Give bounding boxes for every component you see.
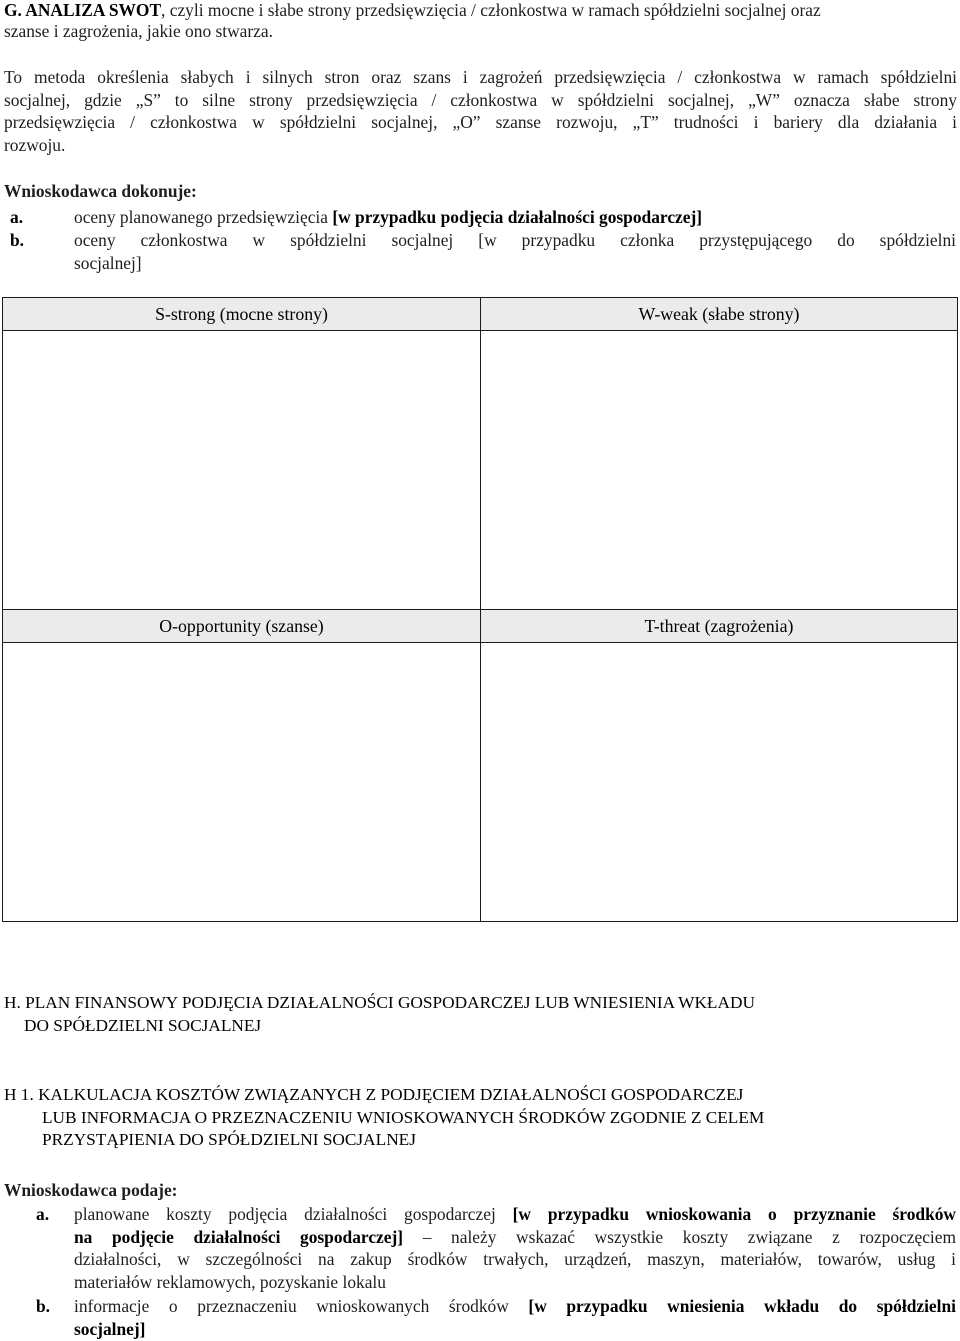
section-g-title: G. ANALIZA SWOT bbox=[4, 0, 162, 20]
section-h1-heading-line: LUB INFORMACJA O PRZEZNACZENIU WNIOSKOWANYCH ŚRODKÓW ZGODNIE Z CELEM bbox=[42, 1107, 765, 1127]
weaknesses-header: W-weak (słabe strony) bbox=[480, 297, 958, 331]
opportunities-cell[interactable] bbox=[2, 642, 481, 922]
h1-list-item-a-line: działalności, w szczególności na zakup środków trwałych, urządzeń, maszyn, materiałów, towarów, usług i bbox=[74, 1249, 956, 1269]
list-item-b-label: b. bbox=[10, 230, 25, 250]
section-g-heading-line2: szanse i zagrożenia, jakie ono stwarza. bbox=[4, 21, 273, 41]
list-item-a-label: a. bbox=[10, 207, 24, 227]
section-h-heading-line: H. PLAN FINANSOWY PODJĘCIA DZIAŁALNOŚCI GOSPODARCZEJ LUB WNIESIENIA WKŁADU bbox=[4, 993, 755, 1012]
list-item-a-bold: [w przypadku podjęcia działalności gospodarczej] bbox=[332, 207, 703, 227]
h1-item-a-bold: na podjęcie działalności gospodarczej] bbox=[74, 1226, 404, 1247]
h1-list-item-b-label: b. bbox=[36, 1296, 51, 1316]
section-h1-heading-line: H 1. KALKULACJA KOSZTÓW ZWIĄZANYCH Z PODJĘCIEM DZIAŁALNOŚCI GOSPODARCZEJ bbox=[4, 1085, 744, 1104]
list-item-a-text: oceny planowanego przedsięwzięcia bbox=[74, 207, 328, 227]
h1-list-item-b-line: socjalnej] bbox=[74, 1318, 146, 1339]
h1-item-a-bold: [w przypadku wnioskowania o przyznanie środków bbox=[512, 1204, 956, 1224]
h1-list-item-a bbox=[10, 1203, 956, 1293]
intro-line: To metoda określenia słabych i silnych stron oraz szans i zagrożeń przedsięwzięcia / członkostwa w ramach spółdzielni bbox=[4, 67, 957, 87]
threats-header: T-threat (zagrożenia) bbox=[480, 609, 958, 643]
h1-item-b-bold: [w przypadku wniesienia wkładu do spółdzielni bbox=[528, 1296, 956, 1316]
h1-list-item-a-line bbox=[74, 1226, 956, 1249]
threats-cell[interactable] bbox=[480, 642, 958, 922]
section-g-title-rest: , czyli mocne i słabe strony przedsięwzięcia / członkostwa w ramach spółdzielni socjalnej oraz bbox=[161, 0, 821, 20]
h1-list-item-a-label: a. bbox=[36, 1204, 50, 1224]
strengths-header: S-strong (mocne strony) bbox=[2, 297, 481, 331]
section-h1-heading-line: PRZYSTĄPIENIA DO SPÓŁDZIELNI SOCJALNEJ bbox=[42, 1130, 416, 1149]
section-g-heading bbox=[4, 0, 960, 21]
list-item-b bbox=[10, 229, 956, 274]
opportunities-header: O-opportunity (szanse) bbox=[2, 609, 481, 643]
section-h-heading-line: DO SPÓŁDZIELNI SOCJALNEJ bbox=[24, 1015, 262, 1035]
section-h1-heading bbox=[4, 1084, 764, 1152]
weaknesses-cell[interactable] bbox=[480, 330, 958, 610]
applicant-performs-label: Wnioskodawca dokonuje: bbox=[4, 181, 197, 201]
h1-list-item-b bbox=[10, 1295, 956, 1340]
h1-list-item-a-line: materiałów reklamowych, pozyskanie lokalu bbox=[74, 1271, 386, 1292]
swot-intro-paragraph bbox=[4, 66, 957, 156]
list-item-b-line: oceny członkostwa w spółdzielni socjalnej [w przypadku członka przystępującego do spółdzielni bbox=[74, 230, 956, 250]
h1-list-item-b-line bbox=[74, 1295, 956, 1318]
strengths-cell[interactable] bbox=[2, 330, 481, 610]
applicant-provides-label: Wnioskodawca podaje: bbox=[4, 1180, 178, 1200]
list-item-b-line: socjalnej] bbox=[74, 252, 142, 273]
h1-item-b-plain: informacje o przeznaczeniu wnioskowanych środków bbox=[74, 1296, 509, 1316]
list-item-a bbox=[10, 206, 956, 229]
section-h-heading bbox=[4, 992, 755, 1037]
h1-item-a-plain: – należy wskazać wszystkie koszty związane z rozpoczęciem bbox=[422, 1226, 956, 1247]
h1-item-a-plain: planowane koszty podjęcia działalności gospodarczej bbox=[74, 1204, 496, 1224]
intro-line: przedsięwzięcia / członkostwa w spółdzielni socjalnej, „O” szanse rozwoju, „T” trudności i bariery dla działania i bbox=[4, 112, 957, 132]
intro-line: rozwoju. bbox=[4, 134, 66, 155]
intro-line: socjalnej, gdzie „S” to silne strony przedsięwzięcia / członkostwa w spółdzielni socjalnej, „W” oznacza słabe strony bbox=[4, 89, 957, 110]
h1-list-item-a-line bbox=[74, 1203, 956, 1226]
